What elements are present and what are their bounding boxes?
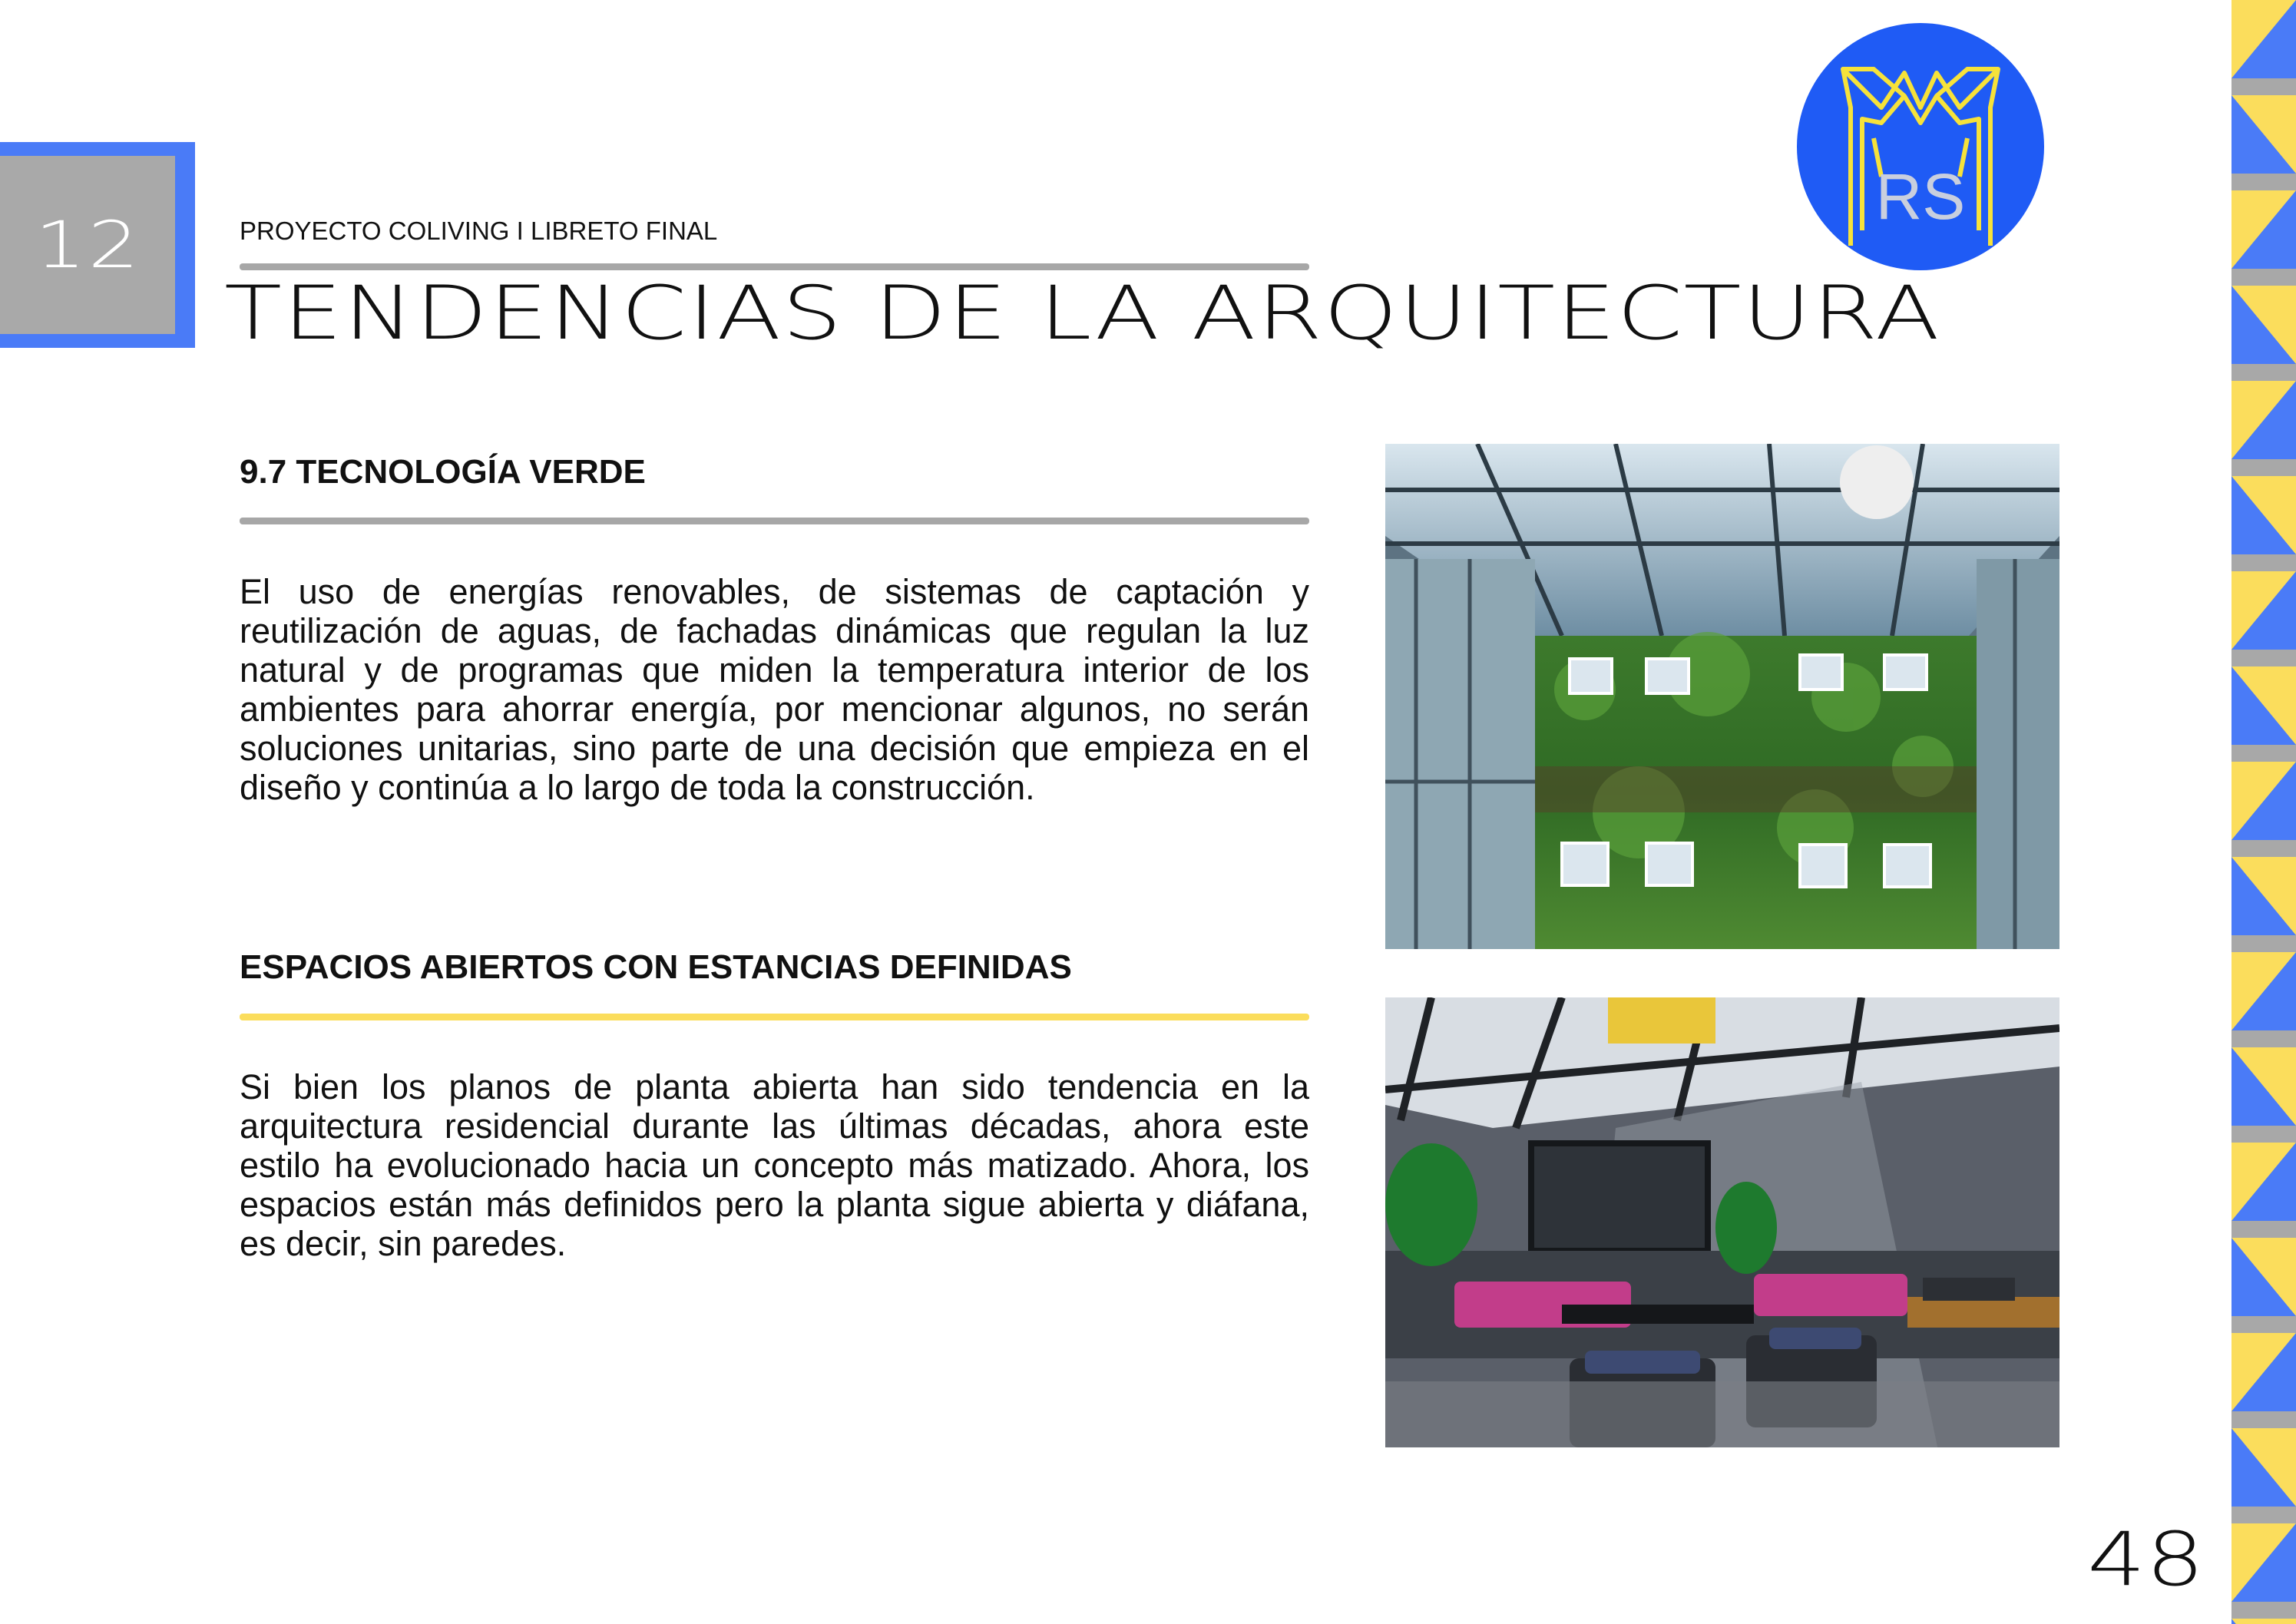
section-heading-open-spaces: ESPACIOS ABIERTOS CON ESTANCIAS DEFINIDAS — [240, 948, 1072, 986]
chapter-badge — [0, 142, 195, 348]
section-heading-green-tech: 9.7 TECNOLOGÍA VERDE — [240, 453, 646, 491]
green-wall-photo — [1385, 444, 2059, 949]
section-divider-yellow — [240, 1014, 1309, 1020]
section-body-open-spaces: Si bien los planos de planta abierta han sido tendencia en la arquitectura residencial durante las últimas décadas, ahora este estilo ha evolucionado hacia un concepto más matizado. Ahora, los espacios están más definidos pero la planta sigue abierta y diáfana, es decir, sin paredes. — [240, 1067, 1309, 1263]
page-number: 48 — [2087, 1517, 2205, 1603]
brand-logo — [1797, 23, 2044, 270]
decorative-side-pattern — [2231, 0, 2296, 1624]
terrace-lounge-photo — [1385, 997, 2059, 1447]
header-divider — [240, 263, 1309, 270]
chapter-badge-inner — [0, 156, 175, 334]
document-subtitle: PROYECTO COLIVING I LIBRETO FINAL — [240, 217, 718, 245]
logo-monogram: RS — [1875, 160, 1966, 233]
chapter-number: 12 — [34, 207, 141, 283]
page-title: TENDENCIAS DE LA ARQUITECTURA — [224, 270, 1941, 356]
section-body-green-tech: El uso de energías renovables, de sistemas de captación y reutilización de aguas, de fachadas dinámicas que regulan la luz natural y de programas que miden la temperatura interior de los ambientes para ahorrar energía, por mencionar algunos, no serán soluciones unitarias, sino parte de una decisión que empieza en el diseño y continúa a lo largo de toda la construcción. — [240, 572, 1309, 807]
section-divider-gray — [240, 518, 1309, 524]
logo-circle — [1797, 23, 2044, 270]
